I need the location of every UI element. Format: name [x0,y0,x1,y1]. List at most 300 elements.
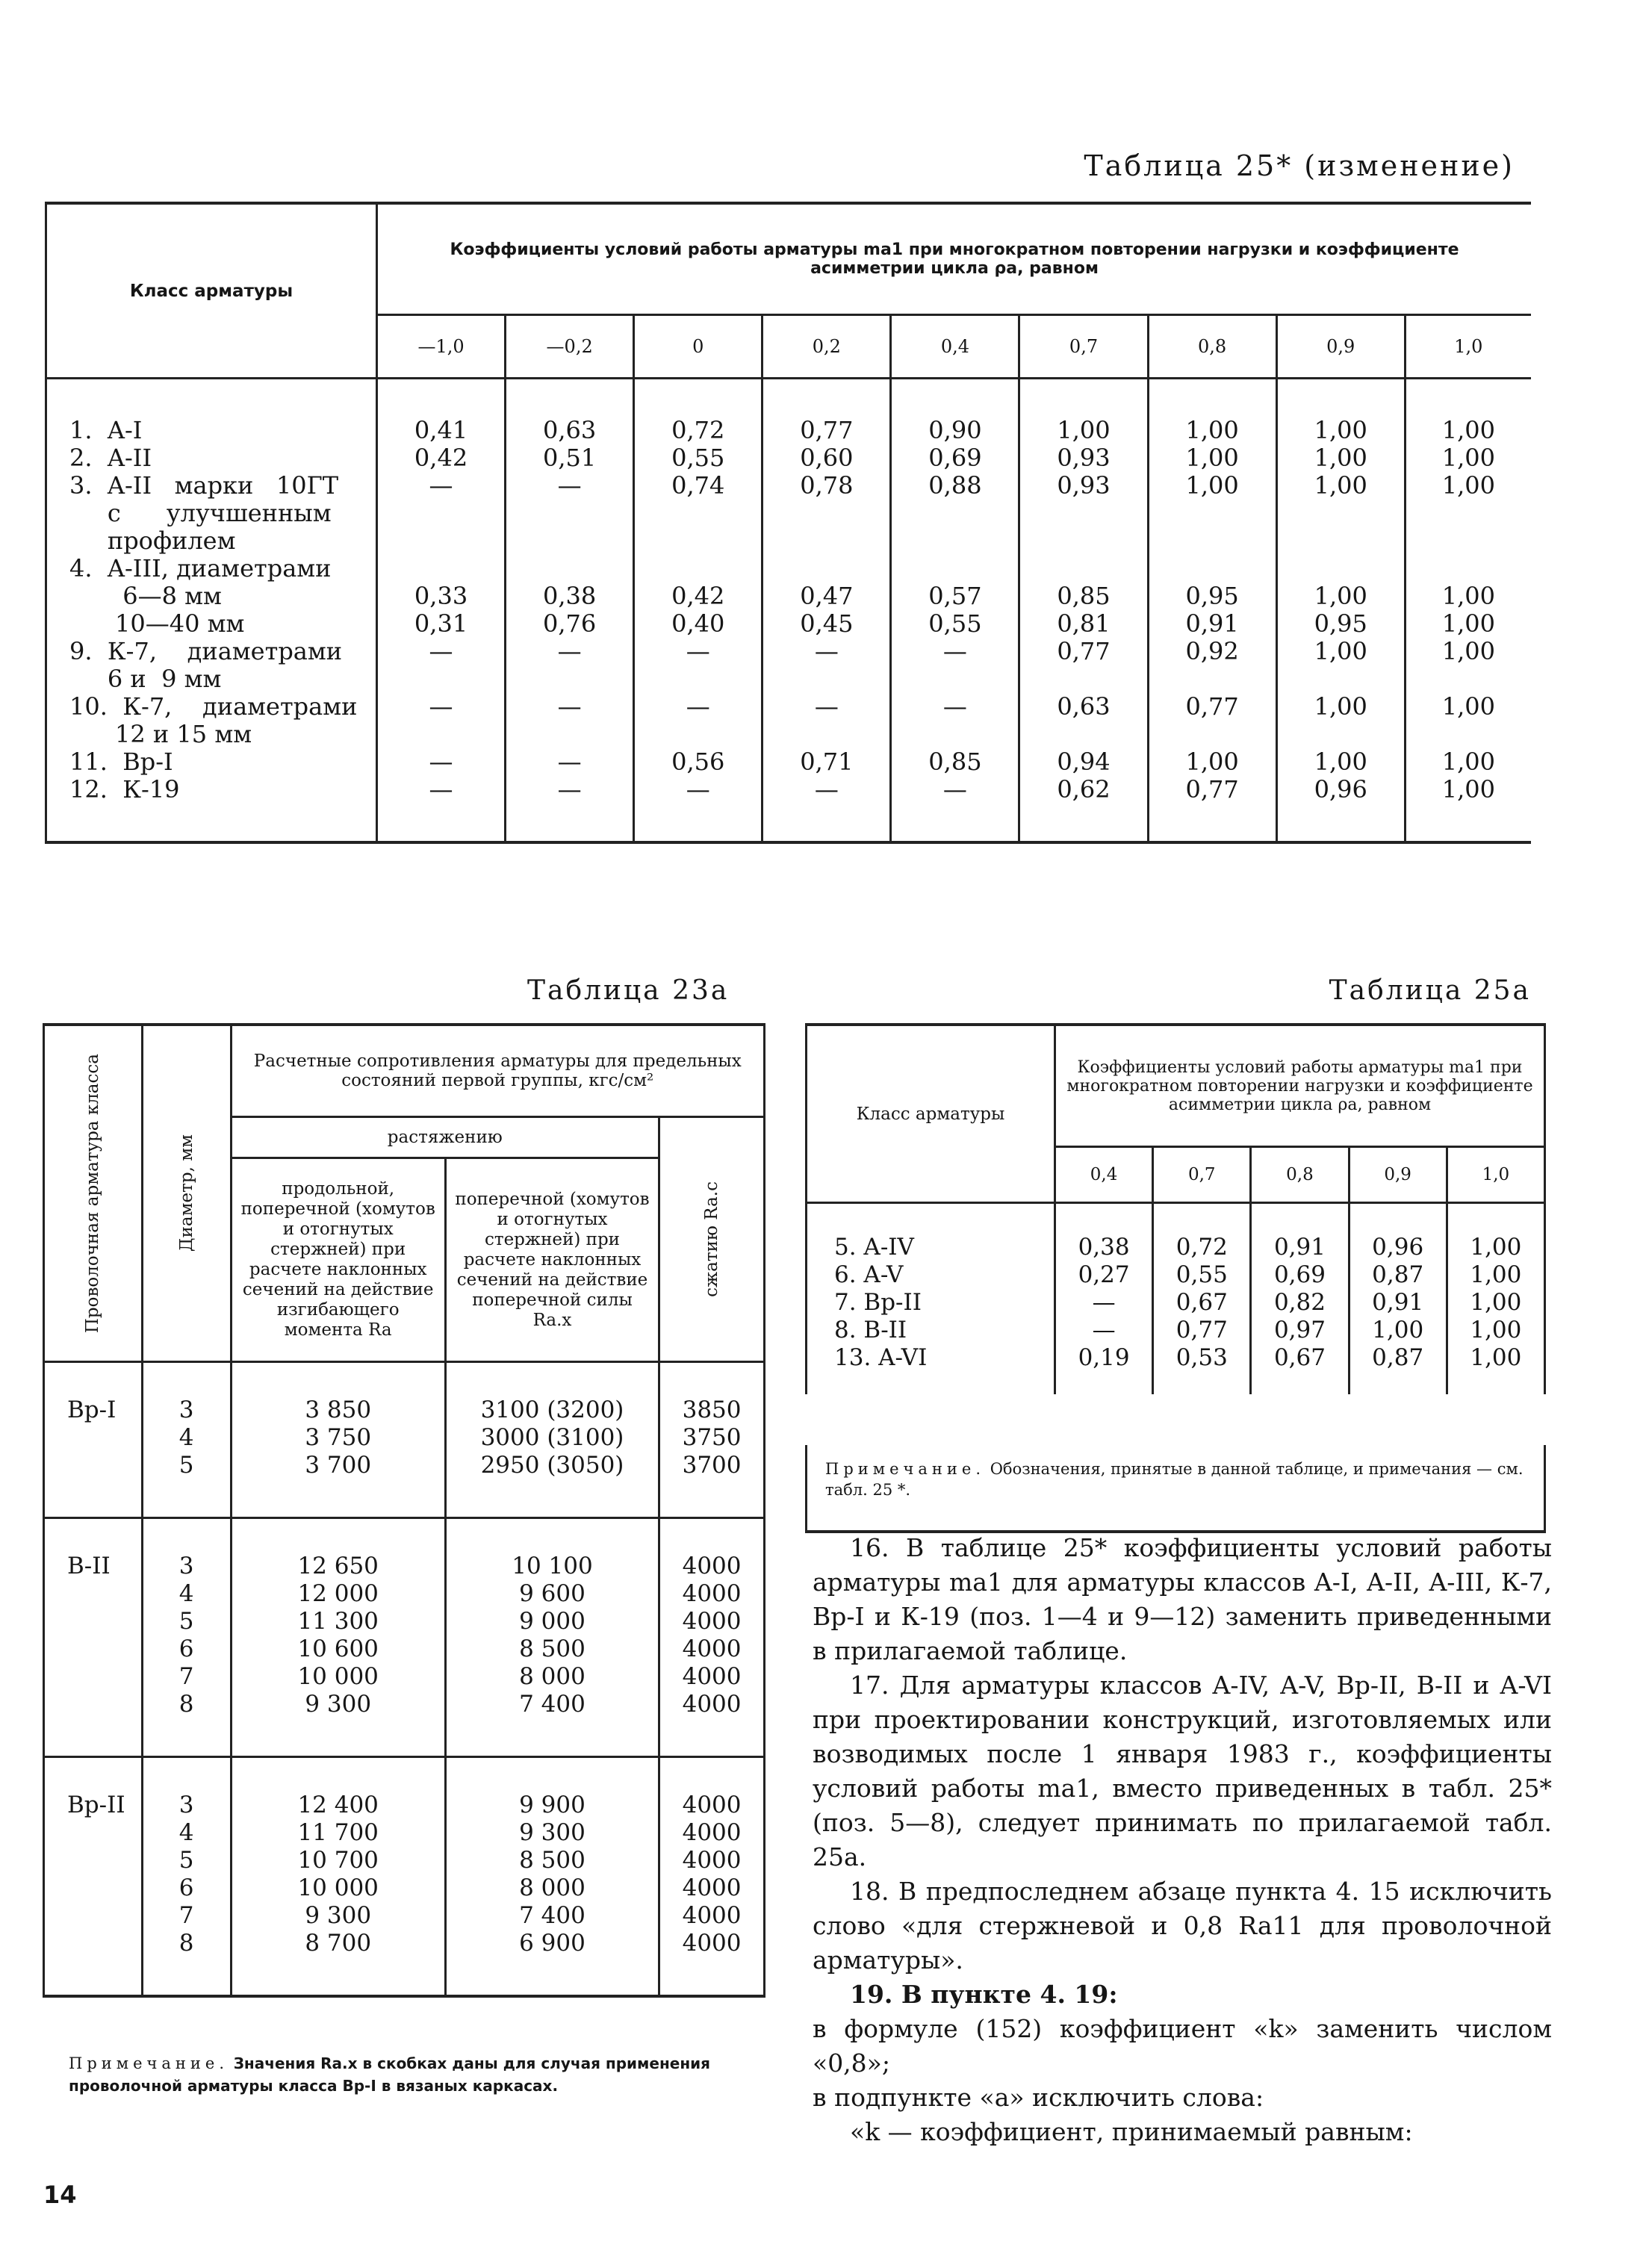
table-25a-note-label: Примечание. [825,1460,986,1478]
table-23a-value: 8 000 [519,1874,586,1901]
table-25-value: 0,81 [1057,609,1111,638]
table-23a-value: 6 900 [519,1930,586,1957]
table-25-value [892,721,1018,748]
table-23a-value: 12 400 [297,1792,379,1818]
amendment-text [813,1531,1552,2149]
table-25a-value: 0,91 [1273,1234,1326,1261]
table-23a-value: 10 700 [297,1847,379,1874]
table-25-value: 0,42 [671,582,725,610]
table-23a-value: 4000 [682,1580,742,1607]
table-25a-value: 0,55 [1175,1261,1228,1288]
table-25-value [506,527,633,555]
table-25-value: 1,00 [1314,416,1367,444]
table-25-value [635,527,761,555]
table-23a-value: 4 [178,1424,194,1451]
table-23a-ra-cell [231,1362,445,1518]
table-23a-value: 8 700 [305,1930,372,1957]
table-23a-d-cell [142,1518,231,1757]
table-23a-ra-cell [231,1518,445,1757]
table-25a-value: 0,96 [1372,1234,1424,1261]
table-25-value [635,665,761,693]
table-25-value: 1,00 [1185,471,1239,500]
table-25-value: 0,31 [414,609,468,638]
table-25-value: 0,93 [1057,471,1111,500]
table-23a-value: 4000 [682,1635,742,1662]
table-23a-value: 7 [178,1902,194,1929]
table-23a-value: 3 [178,1792,194,1818]
table-25-class-line: 10. К-7, диаметрами [69,692,358,721]
table-25-value: 0,71 [800,748,854,776]
table-25a-rho-2: 0,8 [1251,1147,1349,1203]
table-25a-value: 0,67 [1175,1289,1228,1316]
table-25-value [1149,665,1276,693]
table-23a-value: 8 000 [519,1663,586,1690]
table-25-value: — [686,692,710,721]
table-25-value: — [557,637,582,665]
table-23a-value: 9 300 [305,1902,372,1929]
table-25-value [763,665,889,693]
table-23a-value: 6 [178,1635,194,1662]
table-25-value: 0,55 [928,609,982,638]
table-25-value [378,527,504,555]
table-23a-value: 4000 [682,1902,742,1929]
table-25a [805,1023,1546,1394]
table-25-class-line: 12. К-19 [69,775,180,804]
table-25-value-column [377,379,506,843]
table-25-value: 0,60 [800,444,854,472]
table-25-value: 1,00 [1314,444,1367,472]
table-23a-value: 4000 [682,1874,742,1901]
table-25-value: 1,00 [1441,637,1495,665]
table-25a-rho-4: 1,0 [1447,1147,1544,1203]
table-25a-value: 0,87 [1372,1344,1424,1371]
table-25-rho-0: —1,0 [377,315,506,379]
table-25-value: — [429,692,453,721]
table-23a-value: 3 [178,1553,194,1579]
table-25-value: — [557,692,582,721]
table-25-value [1278,527,1404,555]
table-25-value: 1,00 [1185,444,1239,472]
table-23a-value: 8 [178,1691,194,1718]
table-25-class-line: 4. A-III, диаметрами [69,554,332,582]
table-25-value: — [814,692,839,721]
table-25-value: 0,90 [928,416,982,444]
table-23a-rac-cell [659,1518,765,1757]
table-23a-value: 3 [178,1396,194,1423]
table-25-value: 0,42 [414,444,468,472]
table-25a-body-row [807,1203,1545,1395]
table-25a-group-header: Коэффициенты условий работы арматуры mа1 при многократном повторении нагрузки и коэффициенте асимметрии цикла ρа, равном [1055,1025,1545,1147]
table-23a-value: 12 000 [297,1580,379,1607]
table-25a-note-text: Обозначения, принятые в данной таблице, и примечания — см. табл. 25 *. [825,1460,1524,1499]
table-25-value: 0,93 [1057,444,1111,472]
table-25a-value: 0,91 [1372,1289,1424,1316]
table-23a-note-label: Примечание. [69,2054,229,2072]
table-25-value [1406,721,1531,748]
table-25a-value: 0,27 [1078,1261,1130,1288]
table-25-value [892,555,1018,582]
table-25-rho-6: 0,8 [1148,315,1276,379]
table-23a-value: 4 [178,1819,194,1846]
table-25a-value: 1,00 [1372,1317,1424,1343]
table-25-value [378,500,504,527]
table-25a-class-label: 13. A-VI [834,1344,928,1371]
table-25a-value: 0,67 [1273,1344,1326,1371]
paragraph-19a: в формуле (152) коэффициент «k» заменить числом «0,8»; [813,2014,1552,2078]
table-25a-rho-1: 0,7 [1153,1147,1251,1203]
table-25-value: 0,95 [1185,582,1239,610]
table-23a-value: 7 400 [519,1902,586,1929]
table-25a-value: 1,00 [1470,1261,1522,1288]
table-23a-class-cell: Вр-I [44,1362,143,1518]
table-25a-value: — [1092,1289,1116,1316]
table-25a-value: 0,82 [1273,1289,1326,1316]
table-25-value [1149,500,1276,527]
table-25a-value: 0,77 [1175,1317,1228,1343]
table-25a-class-cell [807,1203,1055,1395]
table-25a-class-header: Класс арматуры [807,1025,1055,1203]
table-25-value: — [942,775,967,804]
table-25a-body [807,1203,1545,1395]
table-25-group-header: Коэффициенты условий работы арматуры mа1 при многократном повторении нагрузки и коэффициенте асимметрии цикла ρа, равном [377,203,1532,315]
table-25-rho-8: 1,0 [1405,315,1531,379]
table-23a-value: 4000 [682,1792,742,1818]
table-row [44,1518,765,1757]
table-23a-rax-cell [445,1362,659,1518]
table-25-value [506,555,633,582]
table-25-value: 1,00 [1441,582,1495,610]
table-25-class-line: 9. К-7, диаметрами [69,637,343,665]
table-25-value [1020,721,1146,748]
table-25-value: 0,72 [671,416,725,444]
table-23a-d-cell [142,1362,231,1518]
table-25a-note [805,1445,1546,1533]
table-25-value: 1,00 [1441,444,1495,472]
table-23a-value: 4000 [682,1553,742,1579]
table-25-value [506,500,633,527]
table-25-value [1149,721,1276,748]
table-25a-value: 1,00 [1470,1234,1522,1261]
table-25a-value: 0,19 [1078,1344,1130,1371]
table-25-class-line: 11. Вр-I [69,748,173,776]
table-23a-class-cell: Вр-II [44,1757,143,1997]
table-23a-value: 10 000 [297,1874,379,1901]
table-25-value: 0,92 [1185,637,1239,665]
table-23a-value: 4000 [682,1847,742,1874]
table-25-value: — [557,748,582,776]
table-25-value: 1,00 [1057,416,1111,444]
table-23a-value: 7 400 [519,1691,586,1718]
page-number: 14 [43,2181,77,2209]
table-25-value: 0,69 [928,444,982,472]
table-25a-value: 0,72 [1175,1234,1228,1261]
table-23a-value: 9 600 [519,1580,586,1607]
table-23a-rax-cell [445,1518,659,1757]
table-25a-class-label: 7. Вр-II [834,1289,922,1316]
table-23a-value: 9 900 [519,1792,586,1818]
table-23a-value: 6 [178,1874,194,1901]
table-25-value: — [942,692,967,721]
table-25-value [1406,555,1531,582]
table-25-value-column [763,379,891,843]
table-25a-rho-0: 0,4 [1055,1147,1153,1203]
table-25-rho-2: 0 [634,315,763,379]
table-25-value: 1,00 [1185,416,1239,444]
table-23a-col-diameter: Диаметр, мм [142,1025,231,1362]
table-23a-value: 11 300 [297,1608,379,1635]
table-25-value: — [814,637,839,665]
table-23a [43,1023,765,1998]
table-23a-col-longitudinal: продольной, поперечной (хомутов и отогнутых стержней) при расчете наклонных сечений на действие изгибающего момента Ra [231,1158,445,1362]
table-25-value: 0,47 [800,582,854,610]
table-23a-value: 10 100 [512,1553,593,1579]
table-23a-value: 12 650 [297,1553,379,1579]
table-25-value: — [557,775,582,804]
table-25-value: 0,56 [671,748,725,776]
table-25-value: — [429,637,453,665]
table-25-value: 0,95 [1314,609,1367,638]
table-23a-value: 8 500 [519,1635,586,1662]
table-25-value [1406,500,1531,527]
paragraph-17: 17. Для арматуры классов A-IV, A-V, Вр-II, В-II и A-VI при проектировании конструкций, изготовляемых или возводимых после 1 января 1983 г., коэффициенты условий работы ma1, вместо приведенных в табл. 25* (поз. 5—8), следует принимать по прилагаемой табл. 25а. [813,1671,1552,1871]
table-25a-value-column [1447,1203,1544,1395]
table-23a-value: 4000 [682,1930,742,1957]
table-25-value [763,721,889,748]
table-25-value [1020,500,1146,527]
table-23a-value: 9 300 [519,1819,586,1846]
table-25-value: 0,63 [1057,692,1111,721]
table-25-value-column [1148,379,1276,843]
table-25a-title: Таблица 25а [1329,975,1531,1006]
table-23a-group-header: Расчетные сопротивления арматуры для предельных состояний первой группы, кгс/см² [231,1025,765,1117]
table-25-class-header: Класс арматуры [46,203,377,379]
table-25-value: 0,76 [543,609,597,638]
table-23a-value: 8 500 [519,1847,586,1874]
table-25a-value: 0,38 [1078,1234,1130,1261]
table-25-value [378,555,504,582]
table-25-value: 0,85 [1057,582,1111,610]
table-23a-d-cell [142,1757,231,1997]
paragraph-18: 18. В предпоследнем абзаце пункта 4. 15 исключить слово «для стержневой и 0,8 Ra11 для проволочной арматуры». [813,1877,1552,1975]
table-23a-value: 5 [178,1847,194,1874]
table-25-value: — [814,775,839,804]
table-23a-value: 9 300 [305,1691,372,1718]
table-25-value: — [429,775,453,804]
table-25-value [635,721,761,748]
table-25-value: 0,77 [1185,692,1239,721]
table-25-value [1020,665,1146,693]
table-25-value: 0,45 [800,609,854,638]
paragraph-16: 16. В таблице 25* коэффициенты условий работы арматуры ma1 для арматуры классов A-I, A-II, A-III, К-7, Вр-I и К-19 (поз. 1—4 и 9—12) заменить приведенными в прилагаемой таблице. [813,1533,1552,1665]
table-23a-value: 3 750 [305,1424,372,1451]
table-25 [45,202,1531,844]
table-23a-title: Таблица 23а [527,975,730,1006]
table-25-class-cell [46,379,377,843]
table-25-value: 1,00 [1314,692,1367,721]
table-25-class-line: с улучшенным [69,499,332,527]
table-23a-col-wire-class: Проволочная арматура класса [44,1025,143,1362]
table-23a-rax-cell [445,1757,659,1997]
table-25-value: 1,00 [1185,748,1239,776]
table-row [44,1362,765,1518]
table-25-class-line: 6 и 9 мм [69,665,222,693]
table-25-value: 1,00 [1314,471,1367,500]
table-23a-value: 4000 [682,1691,742,1718]
table-25-value: 1,00 [1441,471,1495,500]
table-25-value [506,665,633,693]
table-25-value: 1,00 [1441,416,1495,444]
table-25-value: 0,78 [800,471,854,500]
table-25-value [1278,665,1404,693]
table-25a-value: 0,53 [1175,1344,1228,1371]
table-23a-value: 5 [178,1452,194,1479]
table-25-value: 0,96 [1314,775,1367,804]
table-25-value: 0,88 [928,471,982,500]
table-25-title: Таблица 25* (изменение) [1084,149,1515,182]
table-25-value-column [1019,379,1148,843]
table-23a-note [69,2052,756,2097]
table-25-value: — [686,775,710,804]
table-25-rho-7: 0,9 [1276,315,1405,379]
table-25-value [1149,555,1276,582]
table-23a-value: 2950 (3050) [480,1452,624,1479]
table-25-value-column [891,379,1019,843]
table-25-class-line: профилем [69,526,236,555]
table-25-value [1406,665,1531,693]
table-25-rho-3: 0,2 [763,315,891,379]
table-25a-value: — [1092,1317,1116,1343]
table-25-value: 1,00 [1441,775,1495,804]
table-25-value: — [429,471,453,500]
table-25-value: 0,94 [1057,748,1111,776]
table-25-value [1020,527,1146,555]
table-25-value [635,500,761,527]
table-25a-value: 0,69 [1273,1261,1326,1288]
table-23a-col-compression: сжатию Ra.c [659,1117,765,1362]
table-25-value: — [557,471,582,500]
table-25-value [1020,555,1146,582]
table-23a-class-cell: В-II [44,1518,143,1757]
paragraph-19b: в подпункте «а» исключить слова: [813,2083,1264,2112]
table-25-value: 1,00 [1314,748,1367,776]
table-25-value: 0,38 [543,582,597,610]
table-25-value: 0,63 [543,416,597,444]
table-23a-value: 7 [178,1663,194,1690]
table-25-value [1278,500,1404,527]
paragraph-19c: «k — коэффициент, принимаемый равным: [850,2117,1413,2146]
table-25-value: — [429,748,453,776]
table-25a-class-label: 6. A-V [834,1261,904,1288]
table-25-rho-5: 0,7 [1019,315,1148,379]
table-23a-value: 3000 (3100) [480,1424,624,1451]
table-25-value: 0,62 [1057,775,1111,804]
table-23a-value: 3100 (3200) [480,1396,624,1423]
table-25-value: 0,74 [671,471,725,500]
table-25a-value: 0,97 [1273,1317,1326,1343]
table-25-value [763,500,889,527]
table-23a-value: 3 700 [305,1452,372,1479]
table-25a-class-label: 5. A-IV [834,1234,914,1261]
table-23a-body [44,1362,765,1997]
table-25-value-column [1276,379,1405,843]
table-23a-note-text: Значения Ra.x в скобках даны для случая применения проволочной арматуры класса Вр-I в вязаных каркасах. [69,2054,711,2095]
table-25a-value-column [1251,1203,1349,1395]
table-25-value: 0,91 [1185,609,1239,638]
table-25-value: 1,00 [1314,582,1367,610]
table-25a-value: 1,00 [1470,1289,1522,1316]
table-25-value: 0,77 [1057,637,1111,665]
table-25-value [635,555,761,582]
table-25-value: 1,00 [1441,748,1495,776]
table-23a-value: 4000 [682,1819,742,1846]
table-25-value: 0,55 [671,444,725,472]
table-23a-rac-cell [659,1757,765,1997]
table-25-value: 0,40 [671,609,725,638]
table-25-rho-1: —0,2 [506,315,634,379]
paragraph-19: 19. В пункте 4. 19: [850,1980,1118,2009]
table-25-value: 0,41 [414,416,468,444]
table-25a-value-column [1349,1203,1447,1395]
table-25-value [1278,555,1404,582]
table-23a-value: 4000 [682,1663,742,1690]
table-25-value [892,527,1018,555]
table-23a-value: 3850 [682,1396,742,1423]
table-23a-value: 11 700 [297,1819,379,1846]
table-23a-value: 5 [178,1608,194,1635]
table-25-value [506,721,633,748]
table-25a-value-column [1153,1203,1251,1395]
table-25-value: 0,85 [928,748,982,776]
table-23a-value: 4000 [682,1608,742,1635]
table-25-class-line: 3. A-II марки 10ГТ [69,471,339,500]
table-23a-value: 8 [178,1930,194,1957]
table-row [44,1757,765,1997]
table-23a-value: 10 600 [297,1635,379,1662]
table-25-class-line: 2. A-II [69,444,152,472]
table-25-value: 0,77 [800,416,854,444]
table-25-value [763,555,889,582]
table-23a-value: 9 000 [519,1608,586,1635]
table-25-class-line: 12 и 15 мм [69,720,252,748]
table-25-value-column [506,379,634,843]
table-25-value: 0,51 [543,444,597,472]
table-23a-value: 4 [178,1580,194,1607]
table-25-value [378,721,504,748]
table-25-value [763,527,889,555]
table-23a-col-transverse: поперечной (хомутов и отогнутых стержней) при расчете наклонных сечений на действие поперечной силы Ra.x [445,1158,659,1362]
table-25-value [1278,721,1404,748]
table-25-class-line: 10—40 мм [69,609,245,638]
table-25-value: 1,00 [1314,637,1367,665]
table-25-value [378,665,504,693]
table-25-value: 0,77 [1185,775,1239,804]
table-25-value: — [686,637,710,665]
table-25-value [892,665,1018,693]
table-25-class-line: 1. A-I [69,416,143,444]
table-25a-rho-3: 0,9 [1349,1147,1447,1203]
table-25a-class-label: 8. В-II [834,1317,907,1343]
table-25-body-row [46,379,1532,843]
table-25-value [1406,527,1531,555]
table-25-rho-4: 0,4 [891,315,1019,379]
table-23a-value: 10 000 [297,1663,379,1690]
table-23a-rac-cell [659,1362,765,1518]
table-23a-ra-cell [231,1757,445,1997]
table-25a-value: 1,00 [1470,1317,1522,1343]
table-25a-value: 1,00 [1470,1344,1522,1371]
table-25-value: 1,00 [1441,692,1495,721]
table-25a-value-column [1055,1203,1153,1395]
